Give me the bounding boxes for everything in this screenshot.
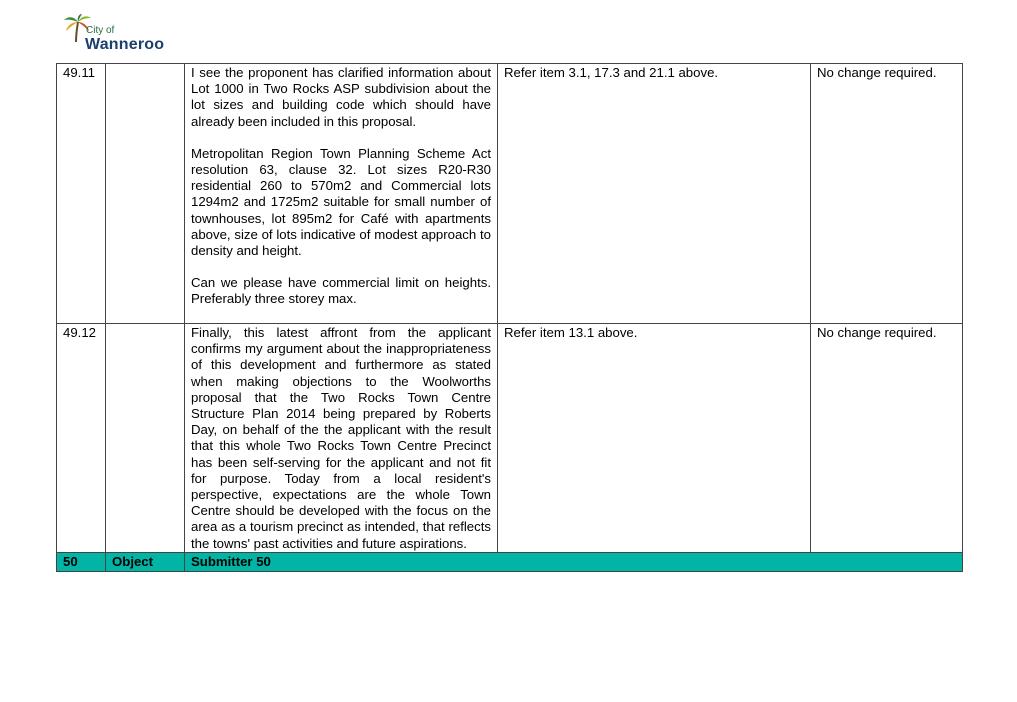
submitter-number: 50 (57, 553, 106, 572)
submission-type (106, 64, 185, 324)
submitter-header-row (57, 553, 963, 572)
administration-response: Refer item 13.1 above. (498, 324, 811, 553)
submission-paragraph: I see the proponent has clarified information about Lot 1000 in Two Rocks ASP subdivision about the lot sizes and building code which should have already been included in this proposal. (191, 65, 491, 129)
city-of-wanneroo-logo (62, 14, 182, 56)
outcome: No change required. (811, 64, 963, 324)
table-row (57, 64, 963, 324)
submission-text (185, 324, 498, 553)
submitter-type: Object (106, 553, 185, 572)
outcome: No change required. (811, 324, 963, 553)
submission-paragraph: Finally, this latest affront from the applicant confirms my argument about the inappropriateness of this development and furthermore as stated when making objections to the Woolworths proposal that the Two Rocks Town Centre Structure Plan 2014 being prepared by Roberts Day, on behalf of the the applicant with the result that this whole Two Rocks Town Centre Precinct has been self-serving for the applicant and not fit for purpose. Today from a local resident's perspective, expectations are the whole Town Centre should be developed with the focus on the area as a tourism precinct as intended, that reflects the towns' past activities and future aspirations. (191, 325, 491, 551)
submissions-table (56, 63, 963, 572)
submitter-label: Submitter 50 (185, 553, 963, 572)
item-number: 49.12 (57, 324, 106, 553)
submission-text (185, 64, 498, 324)
logo-line-wanneroo: Wanneroo (85, 36, 165, 53)
table-row (57, 324, 963, 553)
item-number: 49.11 (57, 64, 106, 324)
submission-type (106, 324, 185, 553)
administration-response: Refer item 3.1, 17.3 and 21.1 above. (498, 64, 811, 324)
logo-line-city-of: City of (86, 25, 115, 36)
submission-paragraph: Can we please have commercial limit on heights. Preferably three storey max. (191, 275, 491, 307)
submission-paragraph: Metropolitan Region Town Planning Scheme Act resolution 63, clause 32. Lot sizes R20-R30 residential 260 to 570m2 and Commercial lots 1294m2 and 1725m2 suitable for small number of townhouses, lot 895m2 for Café with apartments above, size of lots indicative of modest approach to density and height. (191, 145, 491, 259)
